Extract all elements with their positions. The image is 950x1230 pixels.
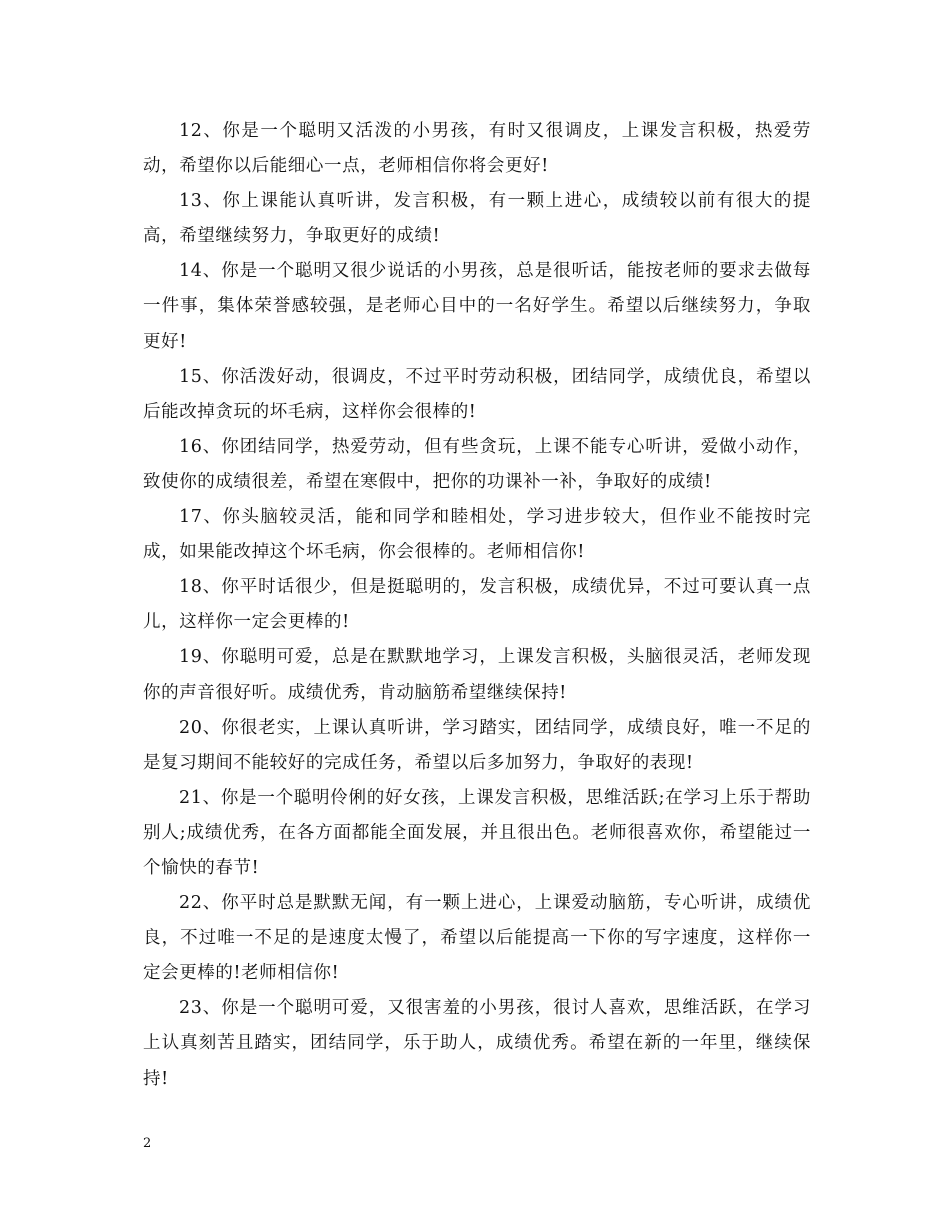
paragraph-13: 13、你上课能认真听讲，发言积极，有一颗上进心，成绩较以前有很大的提高，希望继续努力，争取更好的成绩!: [143, 191, 811, 247]
paragraph-19: 19、你聪明可爱，总是在默默地学习，上课发言积极，头脑很灵活，老师发现你的声音很好听。成绩优秀，肯动脑筋希望继续保持!: [143, 647, 811, 703]
paragraph-23: 23、你是一个聪明可爱，又很害羞的小男孩，很讨人喜欢，思维活跃，在学习上认真刻苦且踏实，团结同学，乐于助人，成绩优秀。希望在新的一年里，继续保持!: [143, 998, 811, 1089]
paragraph-16: 16、你团结同学，热爱劳动，但有些贪玩，上课不能专心听讲，爱做小动作，致使你的成绩很差，希望在寒假中，把你的功课补一补，争取好的成绩!: [143, 436, 811, 492]
paragraph-18: 18、你平时话很少，但是挺聪明的，发言积极，成绩优异，不过可要认真一点儿，这样你一定会更棒的!: [143, 577, 811, 633]
paragraph-21: 21、你是一个聪明伶俐的好女孩，上课发言积极，思维活跃;在学习上乐于帮助别人;成绩优秀，在各方面都能全面发展，并且很出色。老师很喜欢你，希望能过一个愉快的春节!: [143, 787, 811, 878]
page-number: 2: [143, 1136, 152, 1151]
paragraph-20: 20、你很老实，上课认真听讲，学习踏实，团结同学，成绩良好，唯一不足的是复习期间不能较好的完成任务，希望以后多加努力，争取好的表现!: [143, 717, 811, 773]
paragraph-15: 15、你活泼好动，很调皮，不过平时劳动积极，团结同学，成绩优良，希望以后能改掉贪玩的坏毛病，这样你会很棒的!: [143, 366, 811, 422]
document-body: [143, 114, 811, 1097]
paragraph-22: 22、你平时总是默默无闻，有一颗上进心，上课爱动脑筋，专心听讲，成绩优良，不过唯一不足的是速度太慢了，希望以后能提高一下你的写字速度，这样你一定会更棒的!老师相信你!: [143, 893, 811, 984]
paragraph-14: 14、你是一个聪明又很少说话的小男孩，总是很听话，能按老师的要求去做每一件事，集体荣誉感较强，是老师心目中的一名好学生。希望以后继续努力，争取更好!: [143, 261, 811, 352]
paragraph-17: 17、你头脑较灵活，能和同学和睦相处，学习进步较大，但作业不能按时完成，如果能改掉这个坏毛病，你会很棒的。老师相信你!: [143, 507, 811, 563]
paragraph-12: 12、你是一个聪明又活泼的小男孩，有时又很调皮，上课发言积极，热爱劳动，希望你以后能细心一点，老师相信你将会更好!: [143, 121, 811, 177]
